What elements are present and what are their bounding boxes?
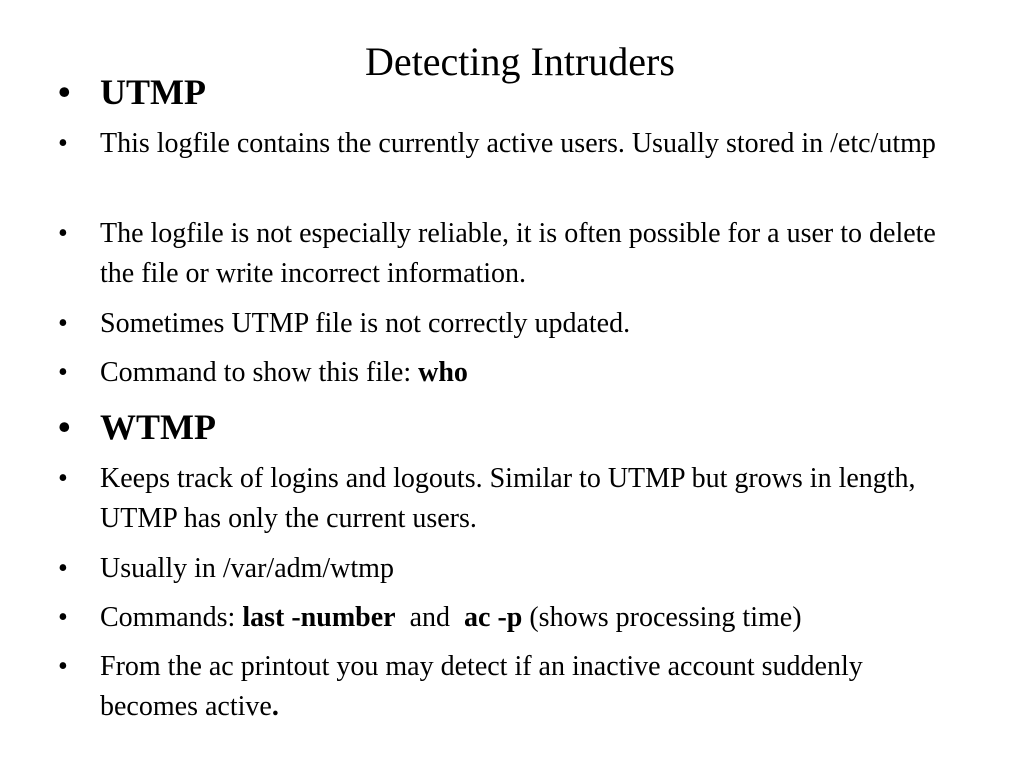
wtmp-heading: WTMP (100, 407, 216, 447)
bullet-symbol: • (58, 553, 68, 584)
utmp-item-2: The logfile is not especially reliable, it is often possible for a user to delete the file or write incorrect information. (100, 218, 936, 289)
bullet-symbol: • (58, 218, 68, 249)
list-item (58, 549, 958, 589)
list-item (58, 214, 958, 294)
wtmp-item-3 (100, 598, 958, 638)
utmp-heading: UTMP (100, 72, 206, 112)
wtmp-item-2: Usually in /var/adm/wtmp (100, 553, 394, 584)
wtmp-item-1: Keeps track of logins and logouts. Similar to UTMP but grows in length, UTMP has only the current users. (100, 463, 916, 534)
utmp-item-1: This logfile contains the currently active users. Usually stored in /etc/utmp (100, 128, 936, 159)
utmp-item-3: Sometimes UTMP file is not correctly updated. (100, 308, 631, 339)
who-command: who (418, 357, 468, 388)
bullet-symbol: • (58, 128, 68, 159)
list-item (58, 598, 958, 638)
bullet-symbol: • (58, 357, 68, 388)
bullet-symbol: • (58, 463, 68, 494)
last-command: last -number (242, 602, 396, 633)
list-item (58, 304, 958, 344)
bullet-symbol: • (58, 72, 71, 112)
utmp-item-4 (100, 353, 958, 393)
list-item (58, 459, 958, 539)
bullet-symbol: • (58, 602, 68, 633)
wtmp-item-4-end: . (271, 691, 279, 722)
bullet-symbol: • (58, 407, 71, 447)
wtmp-item-3-suffix: (shows processing time) (522, 602, 802, 633)
bullet-symbol: • (58, 308, 68, 339)
utmp-item-4-prefix: Command to show this file: (100, 357, 419, 388)
wtmp-item-4-text: From the ac printout you may detect if an inactive account suddenly becomes active (100, 651, 863, 722)
list-item-wtmp-heading (58, 405, 958, 449)
list-item (58, 353, 958, 393)
bullet-symbol: • (58, 651, 68, 682)
list-item (58, 647, 958, 727)
ac-command: ac -p (464, 602, 523, 633)
slide-title: Detecting Intruders (365, 39, 675, 84)
wtmp-item-3-mid: and (395, 602, 465, 633)
list-item (58, 124, 958, 164)
wtmp-item-3-prefix: Commands: (100, 602, 243, 633)
wtmp-item-4 (100, 647, 958, 727)
